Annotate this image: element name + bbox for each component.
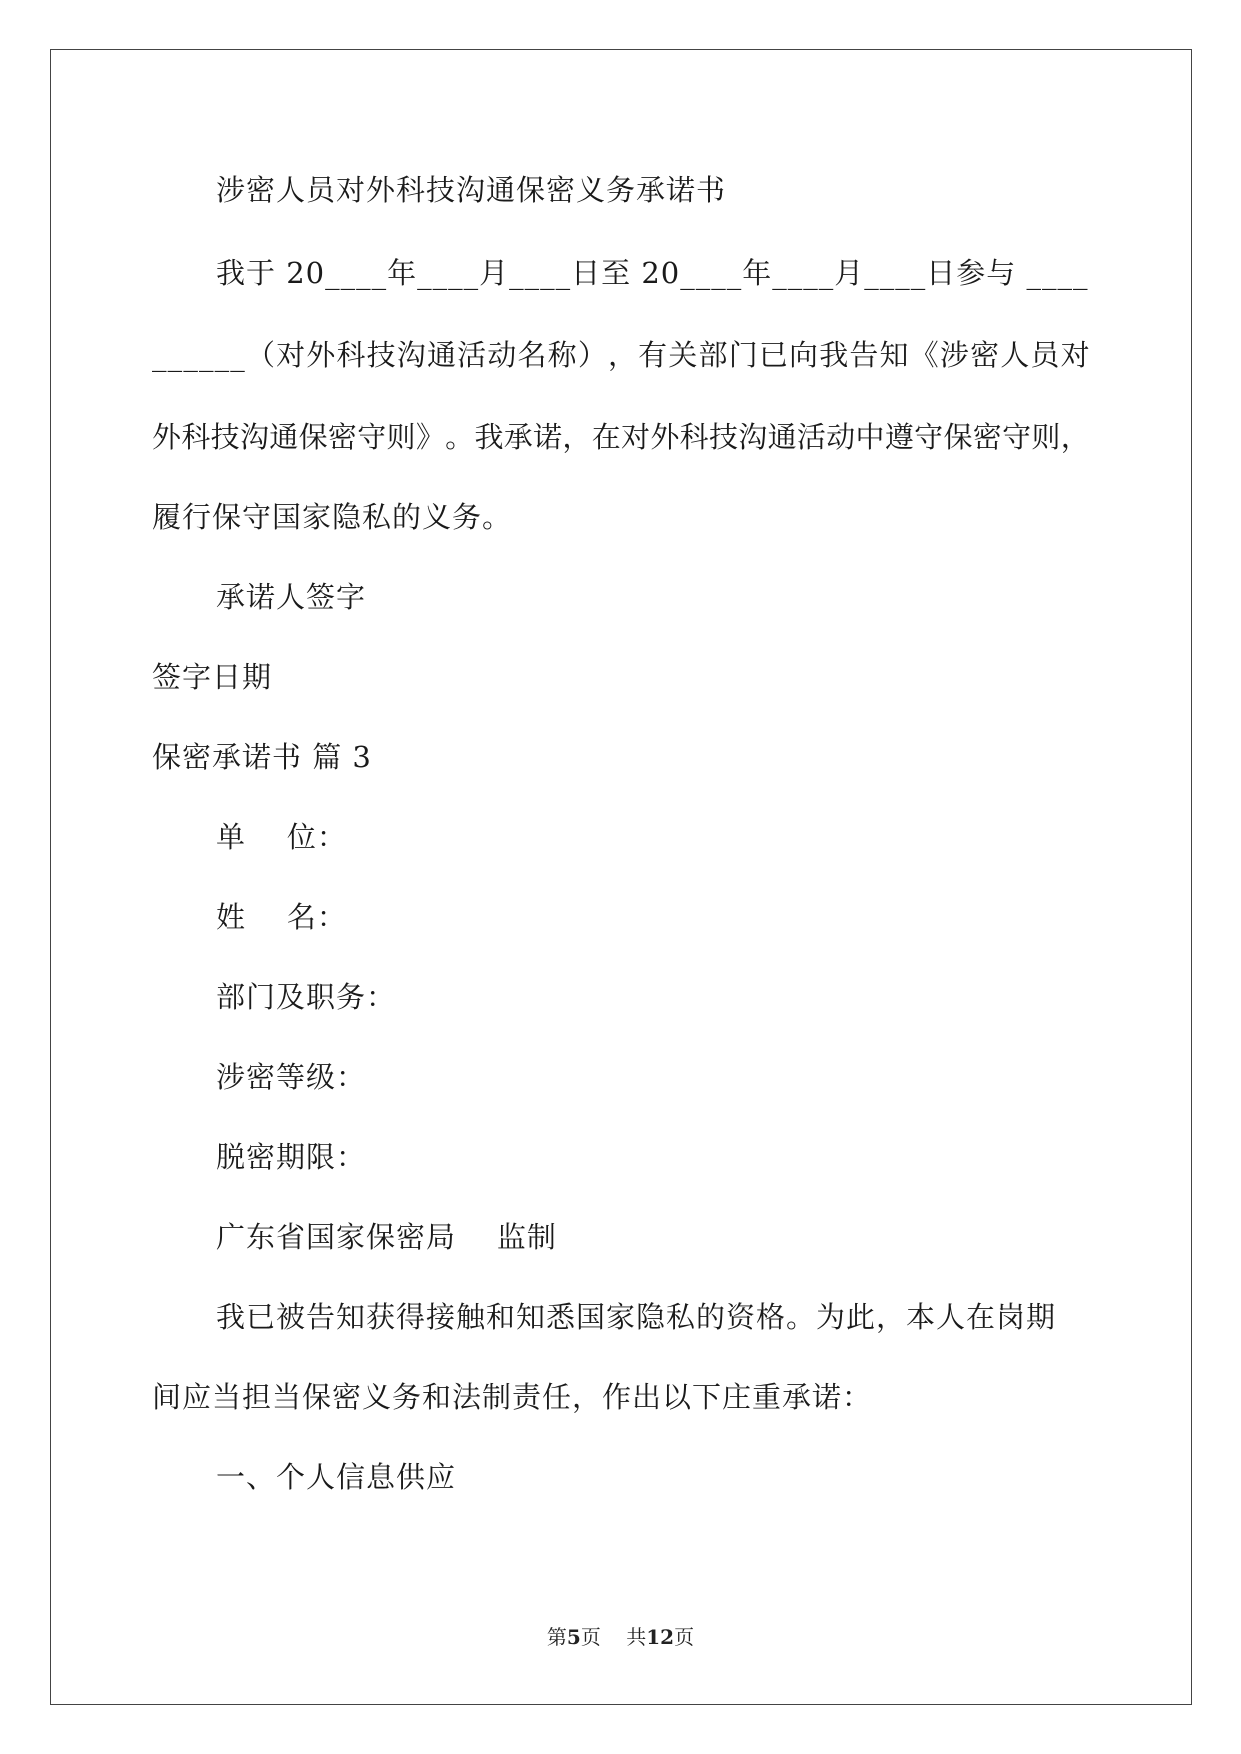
paragraph-2-line-1: 我已被告知获得接触和知悉国家隐私的资格。为此，本人在岗期 — [216, 1300, 1057, 1334]
glyph: 沟 — [738, 420, 768, 454]
glyph: _ — [214, 338, 230, 372]
glyph: 通 — [426, 338, 456, 372]
glyph: 。 — [445, 420, 475, 454]
glyph: 通 — [269, 420, 299, 454]
field-unit: 单 位： — [216, 820, 347, 854]
page-border — [50, 49, 1192, 1705]
glyph: 遵 — [884, 420, 914, 454]
glyph: 外 — [152, 420, 182, 454]
glyph: 我 — [474, 420, 504, 454]
item-1-heading: 一、个人信息供应 — [216, 1460, 457, 1494]
glyph: 技 — [708, 420, 738, 454]
glyph: 》 — [415, 420, 445, 454]
footer-page-number: 5 — [566, 1625, 581, 1649]
glyph: 知 — [879, 338, 909, 372]
glyph: ） — [577, 338, 607, 372]
paragraph-1-line-3 — [152, 419, 1090, 455]
glyph: 守 — [357, 420, 387, 454]
glyph: 保 — [298, 420, 328, 454]
glyph: 技 — [210, 420, 240, 454]
field-name: 姓 名： — [216, 900, 347, 934]
glyph: 密 — [972, 420, 1002, 454]
glyph: 活 — [457, 338, 487, 372]
glyph: 则 — [1031, 420, 1061, 454]
glyph: 动 — [487, 338, 517, 372]
field-declassify-period: 脱密期限： — [216, 1140, 367, 1174]
glyph: 密 — [327, 420, 357, 454]
glyph: 科 — [336, 338, 366, 372]
paragraph-1-line-4: 履行保守国家隐私的义务。 — [152, 500, 513, 534]
glyph: 员 — [1030, 338, 1060, 372]
glyph: 称 — [547, 338, 577, 372]
glyph: 承 — [503, 420, 533, 454]
field-department: 部门及职务： — [216, 980, 397, 1014]
glyph: 技 — [366, 338, 396, 372]
glyph: 通 — [767, 420, 797, 454]
glyph: 涉 — [939, 338, 969, 372]
field-secrecy-level: 涉密等级： — [216, 1060, 367, 1094]
glyph: 名 — [517, 338, 547, 372]
glyph: 守 — [1002, 420, 1032, 454]
footer-mid: 页 共 — [580, 1625, 647, 1649]
signer-label: 承诺人签字 — [216, 580, 367, 614]
glyph: （ — [245, 338, 275, 372]
glyph: 动 — [826, 420, 856, 454]
glyph: 人 — [1000, 338, 1030, 372]
glyph: 密 — [970, 338, 1000, 372]
paragraph-1-line-1: 我于 20____年____月____日至 20____年____月____日参与 ____ — [216, 256, 1089, 290]
glyph: 对 — [1060, 338, 1090, 372]
glyph: 有 — [638, 338, 668, 372]
glyph: 对 — [276, 338, 306, 372]
glyph: 保 — [943, 420, 973, 454]
footer-prefix: 第 — [546, 1625, 567, 1649]
glyph: 活 — [796, 420, 826, 454]
glyph: 外 — [306, 338, 336, 372]
glyph: 向 — [789, 338, 819, 372]
glyph: 中 — [855, 420, 885, 454]
glyph: 《 — [909, 338, 939, 372]
glyph: 沟 — [396, 338, 426, 372]
glyph: _ — [230, 338, 245, 372]
document-title: 涉密人员对外科技沟通保密义务承诺书 — [216, 173, 727, 207]
footer-total-pages: 12 — [646, 1625, 675, 1649]
glyph: 在 — [591, 420, 621, 454]
paragraph-1-line-2 — [152, 337, 1090, 373]
glyph: 对 — [621, 420, 651, 454]
page-footer — [0, 1625, 1241, 1649]
glyph: 守 — [914, 420, 944, 454]
glyph: ， — [1060, 420, 1090, 454]
section-heading: 保密承诺书 篇 3 — [152, 740, 372, 774]
glyph: 科 — [181, 420, 211, 454]
glyph: _ — [167, 338, 183, 372]
glyph: 告 — [849, 338, 879, 372]
glyph: 已 — [758, 338, 788, 372]
glyph: 部 — [698, 338, 728, 372]
footer-suffix: 页 — [674, 1625, 695, 1649]
supervisor-line: 广东省国家保密局 监制 — [216, 1220, 557, 1254]
sign-date-label: 签字日期 — [152, 660, 273, 694]
glyph: 诺 — [533, 420, 563, 454]
glyph: ， — [562, 420, 592, 454]
glyph: ， — [608, 338, 638, 372]
glyph: 我 — [819, 338, 849, 372]
glyph: _ — [183, 338, 198, 372]
glyph: 沟 — [239, 420, 269, 454]
glyph: 门 — [728, 338, 758, 372]
paragraph-2-line-2: 间应当担当保密义务和法制责任，作出以下庄重承诺： — [152, 1380, 873, 1414]
glyph: 则 — [386, 420, 416, 454]
glyph: 关 — [668, 338, 698, 372]
glyph: _ — [152, 338, 167, 372]
glyph: _ — [198, 338, 214, 372]
glyph: 科 — [679, 420, 709, 454]
glyph: 外 — [650, 420, 680, 454]
